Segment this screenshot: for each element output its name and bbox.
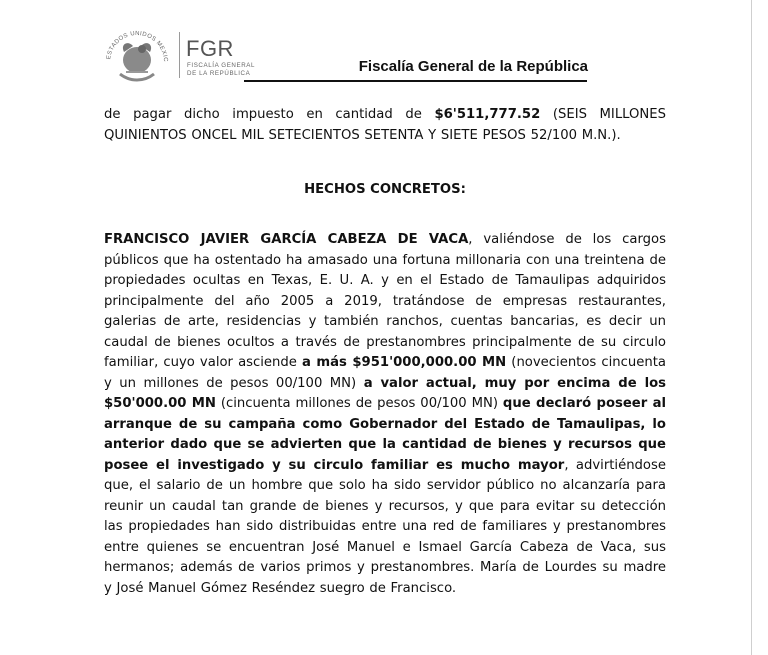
p2-declaration-bold: que declaró poseer al arranque de su campaña como Gobernador del Estado de Tamaulipas, lo anterior dado que se advierten que la cantidad de bienes y recursos que posee el investigado y su circulo familiar es mucho mayor — [104, 396, 666, 473]
paragraph-2 — [104, 230, 666, 599]
p2-text-3: (cincuenta millones de pesos 00/100 MN) — [215, 396, 503, 411]
p1-amount: $6'511,777.52 — [434, 107, 541, 122]
paragraph-1 — [104, 105, 666, 146]
p2-text-1: , valiéndose de los cargos públicos que ha ostentado ha amasado una fortuna millonaria con una treintena de propiedades ocultas en Texas, E. U. A. y en el Estado de Tamaulipas adquiridos principalmente del año 2005 a 2019, tratándose de empresas restaurantes, galerias de arte, residencias y también ranchos, cuentas bancarias, es decir un caudal de bienes ocultos a través de prestanombres principalmente de su circulo familiar, cuyo valor asciende — [104, 232, 666, 370]
national-seal-logo — [100, 22, 174, 92]
p2-name-bold: FRANCISCO JAVIER GARCÍA CABEZA DE VACA — [104, 232, 469, 247]
page-edge-line — [751, 0, 752, 655]
p2-text-2: (novecientos cincuenta y un millones de pesos 00/100 MN) — [104, 355, 666, 391]
p2-amount-bold: a más $951'000,000.00 MN — [302, 355, 507, 370]
seal-text: ESTADOS UNIDOS MEXIC — [106, 30, 169, 63]
p2-text-4: , advirtiéndose que, el salario de un hombre que solo ha sido servidor público no alcanzaría para reunir un caudal tan grande de bienes y recursos, y que para evitar su detección las propiedades han sido distribuidas entre una red de familiares y prestanombres entre quienes se encuentran José Manuel e Ismael García Cabeza de Vaca, sus hermanos; además de varios primos y prestanombres. María de Lourdes su madre y José Manuel Gómez Reséndez suegro de Francisco. — [104, 457, 666, 596]
header-rule — [244, 80, 587, 82]
header-title: Fiscalía General de la República — [358, 58, 588, 75]
fgr-subtitle-line1: FISCALÍA GENERAL — [187, 62, 256, 69]
section-heading: HECHOS CONCRETOS: — [304, 182, 466, 197]
fgr-subtitle-line2: DE LA REPÚBLICA — [187, 70, 251, 77]
p1-prefix: de pagar dicho impuesto en cantidad de — [104, 107, 435, 122]
logo-divider — [179, 32, 180, 78]
p2-value-bold: a valor actual, muy por encima de los $50'000.00 MN — [104, 375, 666, 411]
fgr-acronym: FGR — [186, 36, 234, 61]
p1-suffix: (SEIS MILLONES QUINIENTOS ONCEL MIL SETECIENTOS SETENTA Y SIETE PESOS 52/100 M.N.). — [104, 107, 666, 143]
